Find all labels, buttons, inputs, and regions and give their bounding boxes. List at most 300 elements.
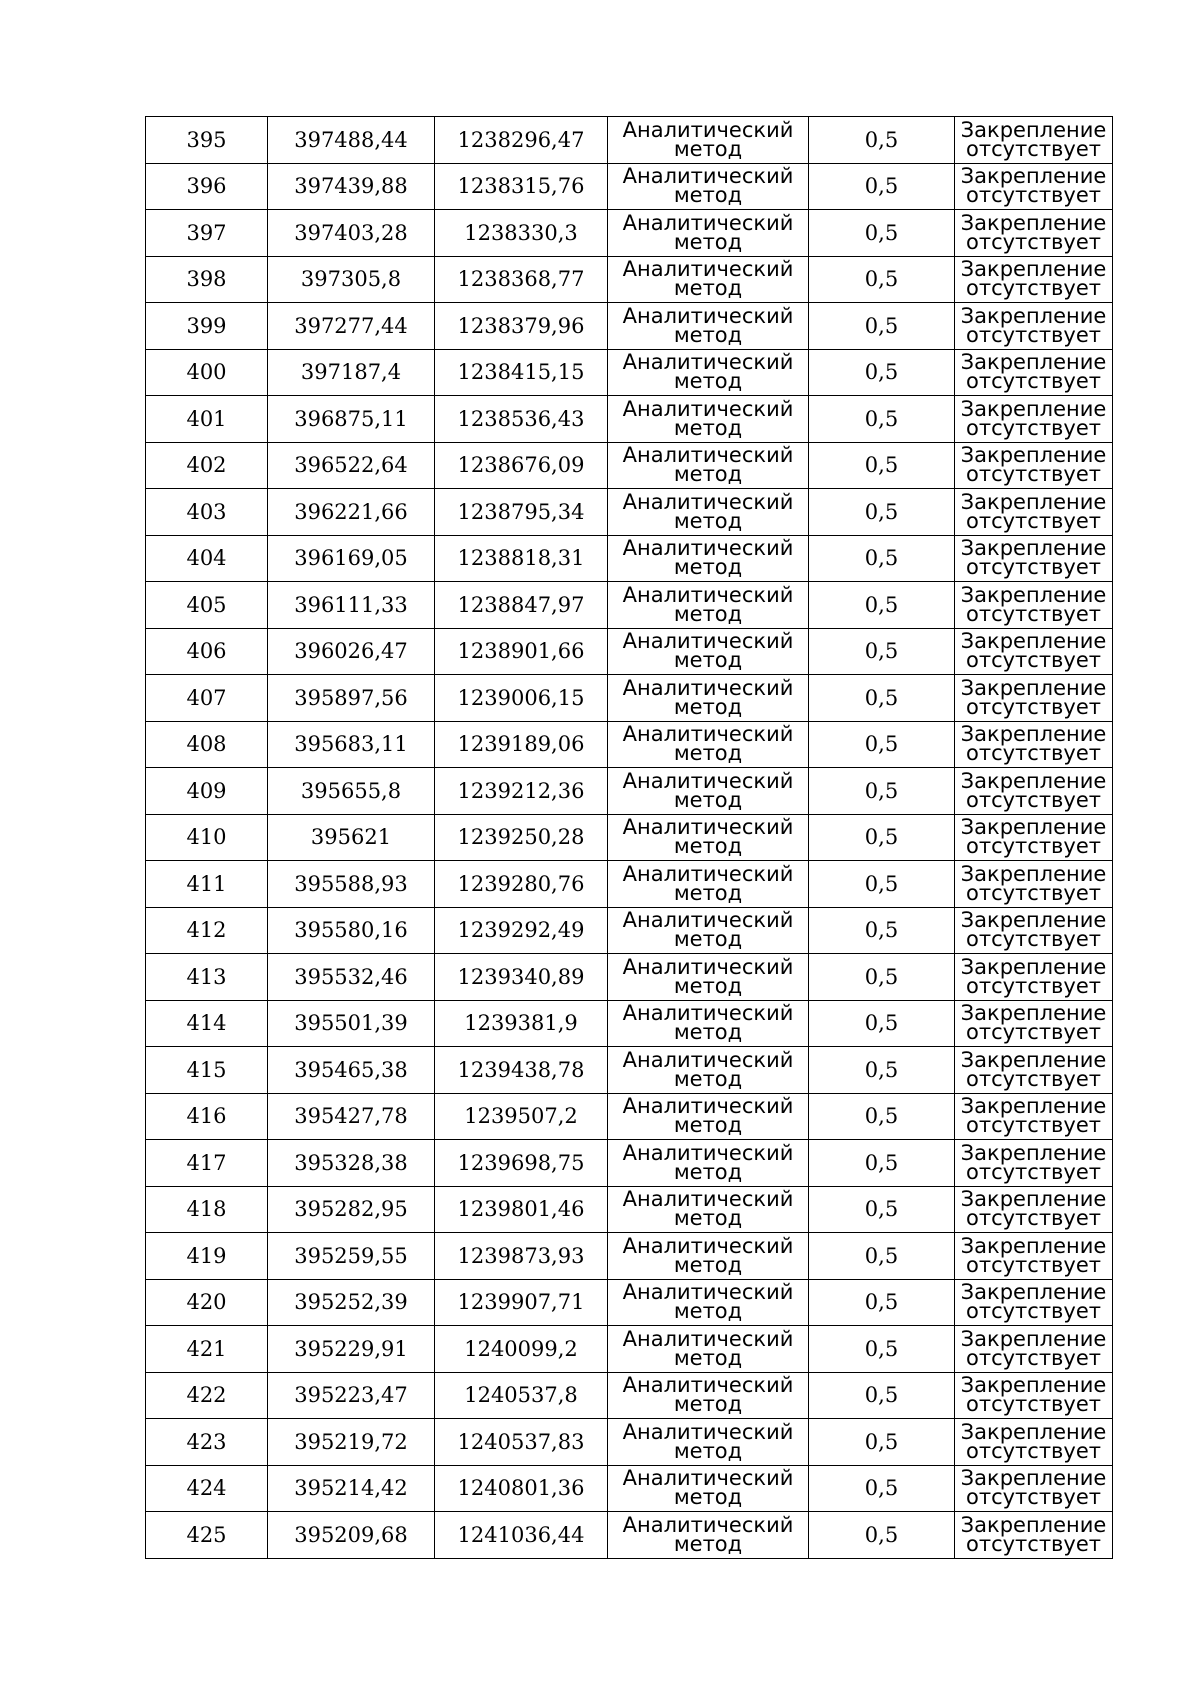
table-row xyxy=(146,210,1113,257)
accuracy-cell: 0,5 xyxy=(809,1326,955,1373)
accuracy-cell: 0,5 xyxy=(809,1233,955,1280)
method-cell-line: Аналитический xyxy=(622,1280,794,1305)
method-cell-line: Аналитический xyxy=(622,536,794,561)
x-coordinate-cell: 395683,11 xyxy=(268,721,435,768)
x-coordinate-cell: 395580,16 xyxy=(268,907,435,954)
x-coordinate-cell: 395588,93 xyxy=(268,861,435,908)
fixing-cell-line: отсутствует xyxy=(965,741,1102,766)
method-cell-line: метод xyxy=(673,1345,743,1370)
method-cell xyxy=(608,1419,809,1466)
y-coordinate-cell: 1238676,09 xyxy=(435,442,608,489)
method-cell-line: Аналитический xyxy=(622,1140,794,1165)
point-number-cell: 404 xyxy=(146,535,268,582)
fixing-cell-line: Закрепление xyxy=(960,303,1107,328)
method-cell xyxy=(608,535,809,582)
method-cell-line: метод xyxy=(673,322,743,347)
accuracy-cell: 0,5 xyxy=(809,1047,955,1094)
accuracy-cell: 0,5 xyxy=(809,535,955,582)
x-coordinate-cell: 396111,33 xyxy=(268,582,435,629)
table-row xyxy=(146,1419,1113,1466)
fixing-cell xyxy=(955,303,1113,350)
method-cell-line: метод xyxy=(673,1206,743,1231)
method-cell-line: Аналитический xyxy=(622,1001,794,1026)
method-cell-line: метод xyxy=(673,1113,743,1138)
table-row xyxy=(146,117,1113,164)
method-cell-line: Аналитический xyxy=(622,722,794,747)
method-cell-line: Аналитический xyxy=(622,675,794,700)
fixing-cell-line: отсутствует xyxy=(965,229,1102,254)
fixing-cell xyxy=(955,1233,1113,1280)
method-cell xyxy=(608,907,809,954)
method-cell xyxy=(608,1372,809,1419)
x-coordinate-cell: 395282,95 xyxy=(268,1186,435,1233)
method-cell-line: метод xyxy=(673,369,743,394)
x-coordinate-cell: 395259,55 xyxy=(268,1233,435,1280)
accuracy-cell: 0,5 xyxy=(809,1140,955,1187)
point-number-cell: 395 xyxy=(146,117,268,164)
point-number-cell: 414 xyxy=(146,1000,268,1047)
method-cell-line: метод xyxy=(673,973,743,998)
method-cell xyxy=(608,768,809,815)
fixing-cell-line: отсутствует xyxy=(965,462,1102,487)
method-cell xyxy=(608,1093,809,1140)
method-cell-line: Аналитический xyxy=(622,815,794,840)
y-coordinate-cell: 1240801,36 xyxy=(435,1465,608,1512)
table-row xyxy=(146,1000,1113,1047)
fixing-cell xyxy=(955,582,1113,629)
fixing-cell-line: Закрепление xyxy=(960,722,1107,747)
fixing-cell-line: Закрепление xyxy=(960,489,1107,514)
fixing-cell-line: отсутствует xyxy=(965,415,1102,440)
table-row xyxy=(146,721,1113,768)
method-cell-line: Аналитический xyxy=(622,1094,794,1119)
method-cell-line: Аналитический xyxy=(622,1187,794,1212)
y-coordinate-cell: 1239212,36 xyxy=(435,768,608,815)
point-number-cell: 402 xyxy=(146,442,268,489)
method-cell-line: Аналитический xyxy=(622,582,794,607)
fixing-cell-line: Закрепление xyxy=(960,1326,1107,1351)
method-cell-line: Аналитический xyxy=(622,350,794,375)
fixing-cell xyxy=(955,628,1113,675)
y-coordinate-cell: 1240537,83 xyxy=(435,1419,608,1466)
method-cell-line: Аналитический xyxy=(622,443,794,468)
x-coordinate-cell: 395621 xyxy=(268,814,435,861)
fixing-cell xyxy=(955,117,1113,164)
table-row xyxy=(146,768,1113,815)
table-row xyxy=(146,1465,1113,1512)
x-coordinate-cell: 395214,42 xyxy=(268,1465,435,1512)
x-coordinate-cell: 395532,46 xyxy=(268,954,435,1001)
method-cell xyxy=(608,1000,809,1047)
method-cell-line: метод xyxy=(673,183,743,208)
x-coordinate-cell: 395427,78 xyxy=(268,1093,435,1140)
table-row xyxy=(146,163,1113,210)
method-cell-line: Аналитический xyxy=(622,629,794,654)
method-cell xyxy=(608,1465,809,1512)
method-cell-line: Аналитический xyxy=(622,1419,794,1444)
table-row xyxy=(146,442,1113,489)
x-coordinate-cell: 396169,05 xyxy=(268,535,435,582)
method-cell-line: метод xyxy=(673,880,743,905)
x-coordinate-cell: 397488,44 xyxy=(268,117,435,164)
point-number-cell: 424 xyxy=(146,1465,268,1512)
x-coordinate-cell: 395655,8 xyxy=(268,768,435,815)
fixing-cell xyxy=(955,1000,1113,1047)
fixing-cell-line: Закрепление xyxy=(960,675,1107,700)
y-coordinate-cell: 1238379,96 xyxy=(435,303,608,350)
y-coordinate-cell: 1239381,9 xyxy=(435,1000,608,1047)
method-cell-line: Аналитический xyxy=(622,1373,794,1398)
fixing-cell-line: отсутствует xyxy=(965,1159,1102,1184)
method-cell-line: Аналитический xyxy=(622,1466,794,1491)
method-cell-line: метод xyxy=(673,276,743,301)
table-row xyxy=(146,628,1113,675)
method-cell xyxy=(608,210,809,257)
fixing-cell-line: отсутствует xyxy=(965,1020,1102,1045)
method-cell-line: метод xyxy=(673,136,743,161)
accuracy-cell: 0,5 xyxy=(809,210,955,257)
method-cell-line: метод xyxy=(673,229,743,254)
method-cell xyxy=(608,396,809,443)
table-row xyxy=(146,489,1113,536)
table-row xyxy=(146,1279,1113,1326)
x-coordinate-cell: 396875,11 xyxy=(268,396,435,443)
fixing-cell xyxy=(955,814,1113,861)
table-row xyxy=(146,675,1113,722)
y-coordinate-cell: 1238330,3 xyxy=(435,210,608,257)
fixing-cell-line: отсутствует xyxy=(965,1438,1102,1463)
method-cell xyxy=(608,1233,809,1280)
method-cell-line: Аналитический xyxy=(622,1233,794,1258)
fixing-cell-line: Закрепление xyxy=(960,815,1107,840)
table-row xyxy=(146,349,1113,396)
y-coordinate-cell: 1238296,47 xyxy=(435,117,608,164)
table-row xyxy=(146,861,1113,908)
method-cell xyxy=(608,1186,809,1233)
y-coordinate-cell: 1240099,2 xyxy=(435,1326,608,1373)
method-cell-line: Аналитический xyxy=(622,1326,794,1351)
y-coordinate-cell: 1238901,66 xyxy=(435,628,608,675)
accuracy-cell: 0,5 xyxy=(809,1372,955,1419)
accuracy-cell: 0,5 xyxy=(809,1093,955,1140)
point-number-cell: 411 xyxy=(146,861,268,908)
accuracy-cell: 0,5 xyxy=(809,1186,955,1233)
y-coordinate-cell: 1239907,71 xyxy=(435,1279,608,1326)
accuracy-cell: 0,5 xyxy=(809,442,955,489)
accuracy-cell: 0,5 xyxy=(809,582,955,629)
y-coordinate-cell: 1239006,15 xyxy=(435,675,608,722)
y-coordinate-cell: 1238847,97 xyxy=(435,582,608,629)
fixing-cell-line: отсутствует xyxy=(965,322,1102,347)
accuracy-cell: 0,5 xyxy=(809,861,955,908)
fixing-cell-line: Закрепление xyxy=(960,443,1107,468)
fixing-cell-line: отсутствует xyxy=(965,555,1102,580)
fixing-cell-line: Закрепление xyxy=(960,954,1107,979)
x-coordinate-cell: 395209,68 xyxy=(268,1512,435,1559)
fixing-cell xyxy=(955,442,1113,489)
point-number-cell: 425 xyxy=(146,1512,268,1559)
method-cell-line: метод xyxy=(673,927,743,952)
method-cell xyxy=(608,1047,809,1094)
coordinates-table-body xyxy=(146,117,1113,1559)
y-coordinate-cell: 1239698,75 xyxy=(435,1140,608,1187)
x-coordinate-cell: 395897,56 xyxy=(268,675,435,722)
method-cell-line: Аналитический xyxy=(622,1047,794,1072)
fixing-cell-line: отсутствует xyxy=(965,1345,1102,1370)
fixing-cell xyxy=(955,1186,1113,1233)
method-cell-line: метод xyxy=(673,415,743,440)
point-number-cell: 400 xyxy=(146,349,268,396)
method-cell-line: Аналитический xyxy=(622,164,794,189)
fixing-cell xyxy=(955,163,1113,210)
method-cell-line: метод xyxy=(673,648,743,673)
fixing-cell-line: Закрепление xyxy=(960,350,1107,375)
method-cell-line: Аналитический xyxy=(622,396,794,421)
table-row xyxy=(146,814,1113,861)
method-cell xyxy=(608,861,809,908)
method-cell-line: Аналитический xyxy=(622,861,794,886)
table-row xyxy=(146,954,1113,1001)
method-cell-line: метод xyxy=(673,787,743,812)
accuracy-cell: 0,5 xyxy=(809,303,955,350)
fixing-cell xyxy=(955,256,1113,303)
fixing-cell xyxy=(955,349,1113,396)
table-row xyxy=(146,396,1113,443)
fixing-cell-line: Закрепление xyxy=(960,1047,1107,1072)
fixing-cell xyxy=(955,1465,1113,1512)
fixing-cell-line: Закрепление xyxy=(960,1419,1107,1444)
fixing-cell-line: Закрепление xyxy=(960,768,1107,793)
x-coordinate-cell: 395219,72 xyxy=(268,1419,435,1466)
y-coordinate-cell: 1238415,15 xyxy=(435,349,608,396)
fixing-cell-line: Закрепление xyxy=(960,582,1107,607)
fixing-cell-line: отсутствует xyxy=(965,1531,1102,1556)
method-cell-line: Аналитический xyxy=(622,303,794,328)
method-cell-line: метод xyxy=(673,1159,743,1184)
x-coordinate-cell: 395223,47 xyxy=(268,1372,435,1419)
fixing-cell-line: Закрепление xyxy=(960,1466,1107,1491)
method-cell-line: Аналитический xyxy=(622,210,794,235)
y-coordinate-cell: 1239438,78 xyxy=(435,1047,608,1094)
fixing-cell-line: отсутствует xyxy=(965,369,1102,394)
point-number-cell: 399 xyxy=(146,303,268,350)
x-coordinate-cell: 396026,47 xyxy=(268,628,435,675)
fixing-cell-line: отсутствует xyxy=(965,1066,1102,1091)
method-cell-line: метод xyxy=(673,1531,743,1556)
y-coordinate-cell: 1238368,77 xyxy=(435,256,608,303)
accuracy-cell: 0,5 xyxy=(809,675,955,722)
table-row xyxy=(146,1326,1113,1373)
method-cell-line: Аналитический xyxy=(622,1512,794,1537)
method-cell xyxy=(608,582,809,629)
fixing-cell xyxy=(955,721,1113,768)
point-number-cell: 403 xyxy=(146,489,268,536)
method-cell-line: метод xyxy=(673,1020,743,1045)
fixing-cell-line: Закрепление xyxy=(960,1001,1107,1026)
fixing-cell-line: отсутствует xyxy=(965,834,1102,859)
fixing-cell xyxy=(955,396,1113,443)
method-cell xyxy=(608,814,809,861)
fixing-cell-line: отсутствует xyxy=(965,787,1102,812)
table-row xyxy=(146,582,1113,629)
table-row xyxy=(146,1512,1113,1559)
y-coordinate-cell: 1239280,76 xyxy=(435,861,608,908)
fixing-cell-line: Закрепление xyxy=(960,908,1107,933)
table-row xyxy=(146,1093,1113,1140)
method-cell xyxy=(608,675,809,722)
fixing-cell-line: отсутствует xyxy=(965,880,1102,905)
fixing-cell-line: Закрепление xyxy=(960,1280,1107,1305)
table-row xyxy=(146,1186,1113,1233)
fixing-cell xyxy=(955,768,1113,815)
accuracy-cell: 0,5 xyxy=(809,907,955,954)
method-cell-line: Аналитический xyxy=(622,954,794,979)
x-coordinate-cell: 397403,28 xyxy=(268,210,435,257)
method-cell-line: метод xyxy=(673,1392,743,1417)
method-cell-line: Аналитический xyxy=(622,257,794,282)
point-number-cell: 410 xyxy=(146,814,268,861)
method-cell-line: Аналитический xyxy=(622,908,794,933)
y-coordinate-cell: 1238536,43 xyxy=(435,396,608,443)
accuracy-cell: 0,5 xyxy=(809,814,955,861)
x-coordinate-cell: 395328,38 xyxy=(268,1140,435,1187)
method-cell xyxy=(608,1512,809,1559)
fixing-cell-line: Закрепление xyxy=(960,210,1107,235)
method-cell xyxy=(608,163,809,210)
method-cell-line: метод xyxy=(673,601,743,626)
y-coordinate-cell: 1238315,76 xyxy=(435,163,608,210)
fixing-cell-line: отсутствует xyxy=(965,1206,1102,1231)
accuracy-cell: 0,5 xyxy=(809,721,955,768)
point-number-cell: 398 xyxy=(146,256,268,303)
y-coordinate-cell: 1239292,49 xyxy=(435,907,608,954)
point-number-cell: 396 xyxy=(146,163,268,210)
table-row xyxy=(146,256,1113,303)
fixing-cell-line: Закрепление xyxy=(960,1512,1107,1537)
fixing-cell-line: Закрепление xyxy=(960,1094,1107,1119)
x-coordinate-cell: 395501,39 xyxy=(268,1000,435,1047)
y-coordinate-cell: 1239189,06 xyxy=(435,721,608,768)
accuracy-cell: 0,5 xyxy=(809,1512,955,1559)
method-cell xyxy=(608,1279,809,1326)
method-cell-line: Аналитический xyxy=(622,489,794,514)
fixing-cell-line: Закрепление xyxy=(960,164,1107,189)
fixing-cell-line: Закрепление xyxy=(960,117,1107,142)
x-coordinate-cell: 395229,91 xyxy=(268,1326,435,1373)
x-coordinate-cell: 396522,64 xyxy=(268,442,435,489)
fixing-cell xyxy=(955,489,1113,536)
fixing-cell-line: отсутствует xyxy=(965,601,1102,626)
fixing-cell-line: Закрепление xyxy=(960,861,1107,886)
point-number-cell: 406 xyxy=(146,628,268,675)
fixing-cell-line: Закрепление xyxy=(960,1187,1107,1212)
y-coordinate-cell: 1238818,31 xyxy=(435,535,608,582)
fixing-cell-line: отсутствует xyxy=(965,183,1102,208)
point-number-cell: 405 xyxy=(146,582,268,629)
fixing-cell xyxy=(955,954,1113,1001)
x-coordinate-cell: 397277,44 xyxy=(268,303,435,350)
method-cell-line: метод xyxy=(673,1066,743,1091)
method-cell xyxy=(608,954,809,1001)
fixing-cell-line: Закрепление xyxy=(960,536,1107,561)
accuracy-cell: 0,5 xyxy=(809,349,955,396)
x-coordinate-cell: 395252,39 xyxy=(268,1279,435,1326)
fixing-cell xyxy=(955,210,1113,257)
point-number-cell: 418 xyxy=(146,1186,268,1233)
point-number-cell: 416 xyxy=(146,1093,268,1140)
table-row xyxy=(146,1047,1113,1094)
fixing-cell-line: Закрепление xyxy=(960,1373,1107,1398)
fixing-cell xyxy=(955,907,1113,954)
point-number-cell: 412 xyxy=(146,907,268,954)
method-cell xyxy=(608,349,809,396)
point-number-cell: 409 xyxy=(146,768,268,815)
method-cell-line: метод xyxy=(673,555,743,580)
fixing-cell xyxy=(955,1512,1113,1559)
fixing-cell xyxy=(955,1372,1113,1419)
fixing-cell-line: отсутствует xyxy=(965,1113,1102,1138)
fixing-cell-line: отсутствует xyxy=(965,1299,1102,1324)
point-number-cell: 422 xyxy=(146,1372,268,1419)
method-cell xyxy=(608,489,809,536)
method-cell-line: метод xyxy=(673,1485,743,1510)
fixing-cell-line: Закрепление xyxy=(960,396,1107,421)
y-coordinate-cell: 1239801,46 xyxy=(435,1186,608,1233)
y-coordinate-cell: 1241036,44 xyxy=(435,1512,608,1559)
fixing-cell-line: отсутствует xyxy=(965,136,1102,161)
fixing-cell-line: Закрепление xyxy=(960,629,1107,654)
accuracy-cell: 0,5 xyxy=(809,628,955,675)
table-row xyxy=(146,535,1113,582)
method-cell xyxy=(608,1326,809,1373)
accuracy-cell: 0,5 xyxy=(809,117,955,164)
fixing-cell-line: Закрепление xyxy=(960,1140,1107,1165)
method-cell-line: метод xyxy=(673,1252,743,1277)
y-coordinate-cell: 1239340,89 xyxy=(435,954,608,1001)
fixing-cell xyxy=(955,861,1113,908)
fixing-cell xyxy=(955,535,1113,582)
fixing-cell-line: Закрепление xyxy=(960,257,1107,282)
table-row xyxy=(146,1233,1113,1280)
fixing-cell-line: отсутствует xyxy=(965,1392,1102,1417)
point-number-cell: 408 xyxy=(146,721,268,768)
fixing-cell xyxy=(955,1047,1113,1094)
y-coordinate-cell: 1239250,28 xyxy=(435,814,608,861)
fixing-cell xyxy=(955,1419,1113,1466)
y-coordinate-cell: 1240537,8 xyxy=(435,1372,608,1419)
method-cell xyxy=(608,442,809,489)
method-cell-line: метод xyxy=(673,694,743,719)
accuracy-cell: 0,5 xyxy=(809,256,955,303)
fixing-cell xyxy=(955,1326,1113,1373)
method-cell-line: Аналитический xyxy=(622,768,794,793)
point-number-cell: 407 xyxy=(146,675,268,722)
fixing-cell-line: отсутствует xyxy=(965,276,1102,301)
x-coordinate-cell: 397439,88 xyxy=(268,163,435,210)
method-cell-line: метод xyxy=(673,508,743,533)
point-number-cell: 397 xyxy=(146,210,268,257)
method-cell xyxy=(608,1140,809,1187)
y-coordinate-cell: 1238795,34 xyxy=(435,489,608,536)
fixing-cell xyxy=(955,1279,1113,1326)
method-cell-line: метод xyxy=(673,741,743,766)
x-coordinate-cell: 397187,4 xyxy=(268,349,435,396)
method-cell-line: Аналитический xyxy=(622,117,794,142)
point-number-cell: 401 xyxy=(146,396,268,443)
fixing-cell-line: отсутствует xyxy=(965,508,1102,533)
method-cell-line: метод xyxy=(673,1438,743,1463)
method-cell-line: метод xyxy=(673,1299,743,1324)
